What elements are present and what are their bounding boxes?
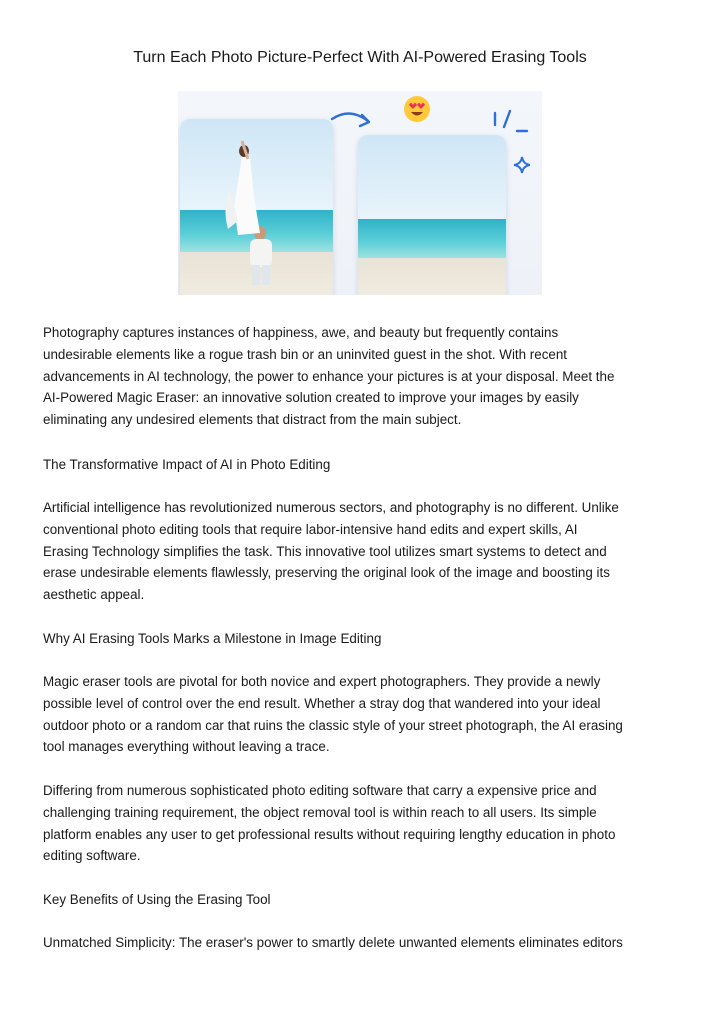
section-heading: Key Benefits of Using the Erasing Tool [43, 892, 271, 907]
intro-paragraph: Photography captures instances of happiness, awe, and beauty but frequently contains undesirable elements like a rogue trash bin or an uninvited guest in the shot. With recent advancements in AI technology, the power to enhance your pictures is at your disposal. Meet the AI-Powered Magic Eraser: an innovative solution created to improve your images by easily eliminating any undesired elements that distract from the main subject. [43, 325, 615, 428]
arrow-icon [328, 107, 376, 135]
section-heading: Why AI Erasing Tools Marks a Milestone in Image Editing [43, 631, 382, 646]
couple-figure [220, 137, 290, 287]
body-paragraph: Differing from numerous sophisticated photo editing software that carry a expensive price and challenging training requirement, the object removal tool is within reach to all users. Its simple platform enables any user to get professional results without requiring lengthy education in photo editing software. [43, 783, 616, 864]
hero-image [178, 91, 542, 295]
body-paragraph: Magic eraser tools are pivotal for both novice and expert photographers. They provide a newly possible level of control over the end result. Whether a stray dog that wandered into your ideal outdoor photo or a random car that ruins the classic style of your street photograph, the AI erasing tool manages everything without leaving a trace. [43, 674, 623, 755]
page-title: Turn Each Photo Picture-Perfect With AI-Powered Erasing Tools [133, 49, 587, 66]
section-heading: The Transformative Impact of AI in Photo Editing [43, 457, 331, 472]
body-paragraph: Artificial intelligence has revolutionized numerous sectors, and photography is no different. Unlike conventional photo editing tools that require labor-intensive hand edits and expert skills, AI Erasing Technology simplifies the task. This innovative tool utilizes smart systems to detect and erase undesirable elements flawlessly, preserving the original look of the image and boosting its aesthetic appeal. [43, 500, 619, 603]
before-photo [180, 119, 333, 295]
heart-eyes-emoji-icon [402, 94, 432, 124]
after-photo [358, 135, 506, 295]
body-paragraph: Unmatched Simplicity: The eraser's power to smartly delete unwanted elements eliminates editors [43, 935, 623, 950]
